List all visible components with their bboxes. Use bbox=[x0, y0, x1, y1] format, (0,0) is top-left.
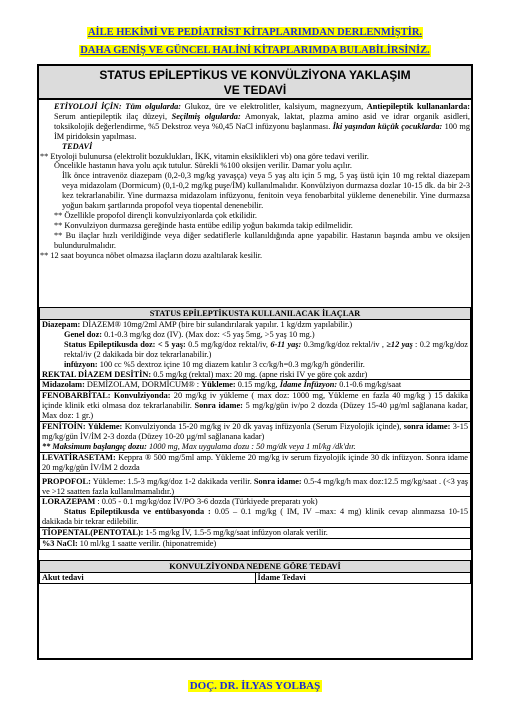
treatment-note-1: ** Etyoloji bulunursa (elektrolit bozuklukları, İKK, vitamin eksiklikleri vb) ona göre tedavi verilir. bbox=[40, 151, 369, 161]
under-two-label: İki yaşından küçük çocuklarda: bbox=[330, 121, 443, 131]
tedavi-heading: TEDAVİ bbox=[62, 141, 93, 151]
drug-fenitoin: FENİTOİN: Yükleme: Konvulziyonda 15-20 mg/kg iv 20 dk yavaş infüzyonla (Serum Fizyolojik içinde), sonra idame: 3-15 mg/kg/gün İV/İM 2-3 dozda (Düzey 10-20 µg/ml sağlanana kadar) ** Maksimum başlangıç dozu: 1000 mg, Max uygulama dozu : 50 mg/dk veya 1 ml/kg /dk'dır. bbox=[39, 422, 471, 453]
drug-tiopental: TİOPENTAL(PENTOTAL): 1-5 mg/kg İV, 1.5-5 mg/kg/saat infüzyon olarak verilir. bbox=[39, 528, 471, 539]
drug-lorazepam: LORAZEPAM : 0.05 - 0.1 mg/kg/doz İV/PO 3-6 dozda (Türkiyede preparatı yok) Status Epileptikusda ve entübasyonda : 0.05 – 0.1 mg/kg ( IM, IV –max: 4 mg) klinik cevap alınmazsa 10-15 dakikada bir tekrar edilebilir. bbox=[39, 497, 471, 528]
treatment-note-7: ** 12 saat boyunca nöbet olmazsa ilaçların dozu azaltılarak kesilir. bbox=[40, 250, 263, 260]
treatment-note-2: Öncelikle hastanın hava yolu açık tutulur. Sürekli %100 oksijen verilir. Damar yolu açılır. bbox=[54, 161, 352, 171]
selected-text: Amonyak, laktat, plazma amino asid ve idrar organik asidleri, toksikolojik değerlendirme, %5 Dekstroz veya %0,45 NaCl infüzyonu başlanması. bbox=[54, 111, 471, 131]
drug-table-header: STATUS EPİLEPTİKUSTA KULLANILACAK İLAÇLAR bbox=[39, 307, 471, 320]
konv-col-maintenance: İdame Tedavi bbox=[257, 572, 306, 582]
drug-levetiraset: LEVATİRASETAM: Keppra ® 500 mg/5ml amp. Yükleme 20 mg/kg iv serum fizyolojik içinde 30 dk infüzyon. Sonra idame 20 mg/kg/gün İV/İM 2 dozda bbox=[39, 453, 471, 474]
page-title bbox=[37, 64, 473, 100]
treatment-note-5: ** Konvulziyon durmazsa gereğinde hasta entübe edilip yoğun bakımda takip edilmelidir. bbox=[54, 220, 353, 230]
antiepileptic-label: Antiepileptik kullananlarda: bbox=[366, 102, 470, 111]
author-name: DOÇ. DR. İLYAS YOLBAŞ bbox=[189, 680, 321, 692]
intro-section bbox=[40, 102, 470, 261]
drug-midazolam: Midazolam: DEMİZOLAM, DORMİCUM® : Yükleme: 0.15 mg/kg, İdame İnfüzyon: 0.1-0.6 mg/kg/saat bbox=[39, 380, 471, 391]
selected-label: Seçilmiş olgularda: bbox=[167, 111, 241, 121]
treatment-note-6: ** Bu ilaçlar hızlı verildiğinde veya diğer sedatiflerle kullanıldığında apne yapabilir. Hastanın başında ambu ve oksijen bulundurulmalıdır. bbox=[54, 230, 470, 250]
konv-col-acute: Akut tedavi bbox=[40, 573, 256, 583]
treatment-note-3: İlk önce intravenöz diazepam (0,2-0,3 mg/kg yavaşça) veya 5 yaş altı için 5 mg, 5 yaş üstü için 10 mg rektal diazepam veya midazolam (Dormicum) (0,1-0,2 mg/kg puşe/İM) kullanılmalıdır. Konvülziyon durmazsa dozlar 10-15 dk. da bir 2-3 kez tekrarlanabilir. Yine durmazsa midazolam infüzyonu, fenitoin veya fenobarbital yükleme denenebilir. Yine durmazsa yoğun bakım şartlarında propofol veya tiopental denenebilir. bbox=[62, 171, 470, 211]
konv-columns bbox=[39, 573, 471, 584]
banner-line-2: DAHA GENİŞ VE GÜNCEL HALİNİ KİTAPLARIMDA BULABİLİRSİNİZ. bbox=[80, 45, 430, 56]
banner-line-1: AİLE HEKİMİ VE PEDİATRİST KİTAPLARIMDAN DERLENMİŞTİR. bbox=[87, 27, 423, 38]
drug-diazepam: Diazepam: DİAZEM® 10mg/2ml AMP (bire bir sulandırılarak yapılır. 1 kg/dzm yapılabilir.) Genel doz: 0.1-0.3 mg/kg doz (IV). (Max doz: <5 yaş 5mg, >5 yaş 10 mg.) Status Epileptikusda doz: < 5 yaş: 0.5 mg/kg/doz rektal/iv, 6-11 yaş: 0.3mg/kg/doz rektal/iv , ≥12 yaş : 0.2 mg/kg/doz rektal/iv (2 dakikada bir doz tekrarlanabilir.) infüzyon: 100 cc %5 dextroz içine 10 mg diazem katılır 3 cc/kg/h=0.3 mg/kg/h gönderilir. REKTAL DİAZEM DESİTİN: 0.5 mg/kg (rektal) max: 20 mg. (apne riski IV ye göre çok azdır) bbox=[39, 320, 471, 380]
banner bbox=[0, 22, 510, 58]
treatment-note-4: ** Özellikle propofol dirençli konvulziyonlarda çok etkilidir. bbox=[54, 210, 257, 220]
title-line-1: STATUS EPİLEPTİKUS VE KONVÜLZİYONA YAKLAŞIM bbox=[99, 68, 411, 82]
antiepileptic-text: Serum antiepileptik ilaç düzeyi, bbox=[54, 111, 168, 121]
drug-nacl: %3 NaCl: 10 ml/kg 1 saatte verilir. (hiponatremide) bbox=[39, 539, 471, 550]
author-footer bbox=[0, 676, 510, 694]
drug-propofol: PROPOFOL: Yükleme: 1.5-3 mg/kg/doz 1-2 dakikada verilir. Sonra idame: 0.5-4 mg/kg/h max doz:12.5 mg/kg/saat . (<3 yaş ve >12 saatten fazla kullanılmamalıdır.) bbox=[39, 474, 471, 498]
under-two-text: 100 mg İM piridoksin yapılması. bbox=[54, 121, 470, 141]
etiology-label: ETİYOLOJİ İÇİN: Tüm olgularda: bbox=[54, 102, 182, 111]
etiology-paragraph bbox=[40, 102, 470, 142]
drug-fenobarbital: FENOBARBİTAL: Konvulziyonda: 20 mg/kg iv yükleme ( max doz: 1000 mg, Yükleme en fazla 40 mg/kg ) 15 dakika içinde klinik etki olmasa doz tekrarlanabilir. Sonra idame: 5 mg/kg/gün iv/po 2 dozda (Düzey 15-40 µg/ml sağlanana kadar, Max doz: 1 gr.) bbox=[39, 391, 471, 422]
drug-table bbox=[39, 307, 471, 584]
etiology-text: Glukoz, üre ve elektrolitler, kalsiyum, magnezyum, bbox=[181, 102, 364, 111]
konv-table-header: KONVULZİYONDA NEDENE GÖRE TEDAVİ bbox=[39, 560, 471, 573]
title-line-2: VE TEDAVİ bbox=[223, 83, 287, 97]
